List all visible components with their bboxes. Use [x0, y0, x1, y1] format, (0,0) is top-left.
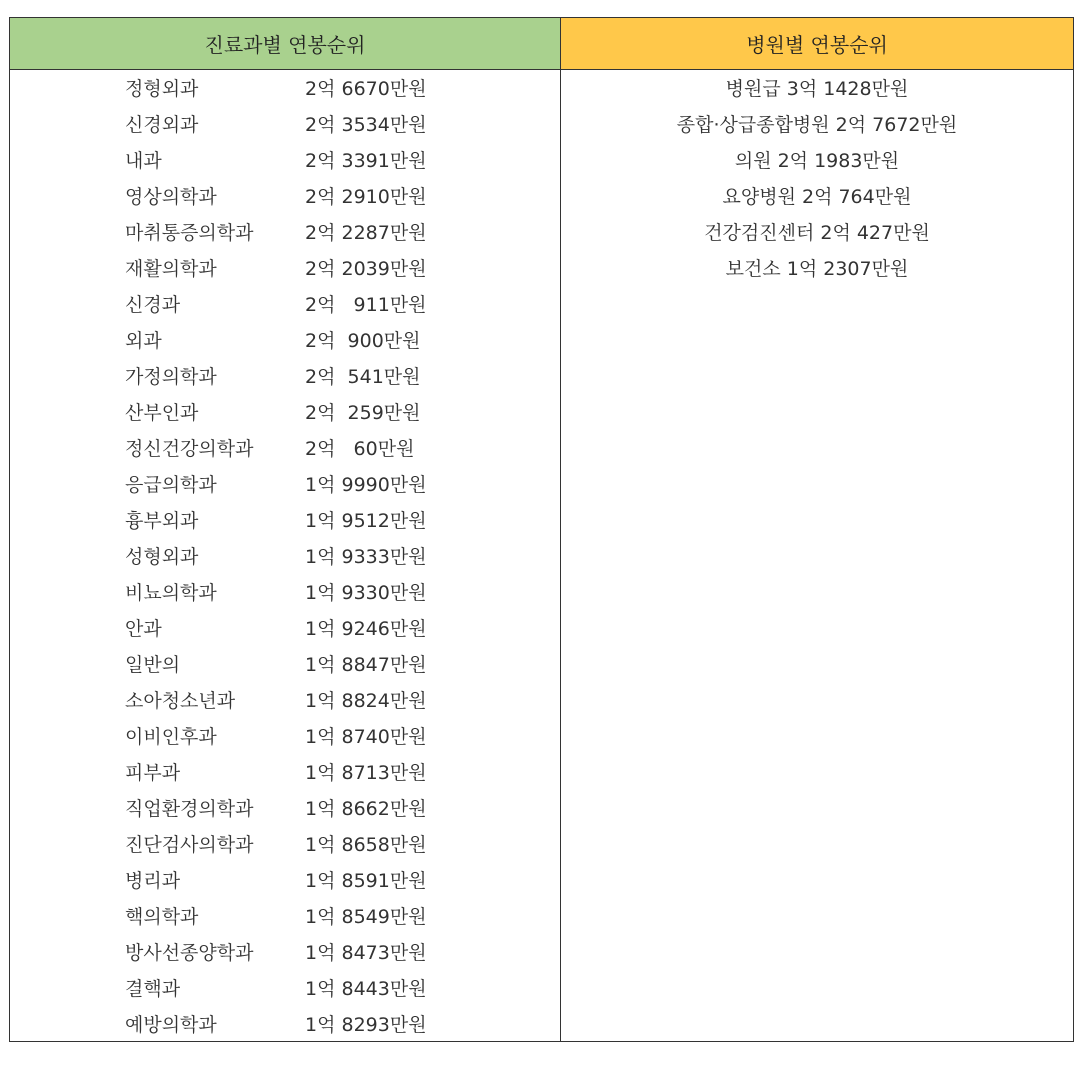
department-salary: 1억 9990만원	[305, 474, 427, 496]
table-row	[10, 142, 1074, 178]
table-row	[10, 178, 1074, 214]
department-salary: 2억 3391만원	[305, 150, 427, 172]
department-cell	[10, 178, 561, 214]
department-cell	[10, 682, 561, 718]
department-name: 응급의학과	[125, 474, 217, 496]
department-name: 흉부외과	[125, 510, 199, 532]
department-cell	[10, 358, 561, 394]
department-name: 일반의	[125, 654, 181, 676]
empty-cell	[561, 826, 1074, 862]
department-salary: 2억 2287만원	[305, 222, 427, 244]
salary-ranking-table	[9, 17, 1074, 1042]
department-entry	[10, 718, 560, 754]
hospital-entry: 종합·상급종합병원 2억 7672만원	[561, 106, 1074, 142]
department-cell	[10, 538, 561, 574]
department-name: 재활의학과	[125, 258, 217, 280]
table-row	[10, 646, 1074, 682]
department-entry	[10, 214, 560, 250]
department-entry	[10, 142, 560, 178]
department-salary: 1억 8713만원	[305, 762, 427, 784]
table-row	[10, 70, 1074, 106]
department-cell	[10, 646, 561, 682]
department-entry	[10, 826, 560, 862]
department-salary: 1억 8591만원	[305, 870, 427, 892]
table-row	[10, 394, 1074, 430]
department-salary: 2억 259만원	[305, 402, 421, 424]
table-row	[10, 466, 1074, 502]
department-name: 비뇨의학과	[125, 582, 217, 604]
department-salary: 1억 8740만원	[305, 726, 427, 748]
department-entry	[10, 610, 560, 646]
department-entry	[10, 502, 560, 538]
department-entry	[10, 394, 560, 430]
department-entry	[10, 934, 560, 970]
table-row	[10, 1006, 1074, 1042]
department-salary: 1억 8443만원	[305, 978, 427, 1000]
department-entry	[10, 466, 560, 502]
department-salary: 2억 3534만원	[305, 114, 427, 136]
department-cell	[10, 970, 561, 1006]
department-salary: 1억 9246만원	[305, 618, 427, 640]
department-cell	[10, 790, 561, 826]
department-salary: 1억 8293만원	[305, 1013, 427, 1036]
department-name: 내과	[125, 150, 162, 172]
department-entry	[10, 286, 560, 322]
empty-cell	[561, 322, 1074, 358]
empty-cell	[561, 358, 1074, 394]
empty-cell	[561, 898, 1074, 934]
table-row	[10, 826, 1074, 862]
empty-cell	[561, 970, 1074, 1006]
department-salary: 1억 9333만원	[305, 546, 427, 568]
department-salary: 2억 541만원	[305, 366, 421, 388]
department-cell	[10, 394, 561, 430]
table-row	[10, 430, 1074, 466]
header-row	[10, 18, 1074, 70]
department-cell	[10, 898, 561, 934]
department-salary: 2억 2910만원	[305, 186, 427, 208]
department-cell	[10, 754, 561, 790]
department-salary: 2억 6670만원	[305, 78, 427, 101]
department-cell	[10, 718, 561, 754]
department-name: 핵의학과	[125, 906, 199, 928]
empty-cell	[561, 646, 1074, 682]
empty-cell	[561, 466, 1074, 502]
department-name: 예방의학과	[125, 1013, 217, 1036]
table-row	[10, 106, 1074, 142]
department-name: 영상의학과	[125, 186, 217, 208]
department-salary: 2억 60만원	[305, 438, 415, 460]
department-salary: 1억 9330만원	[305, 582, 427, 604]
table-row	[10, 286, 1074, 322]
department-name: 외과	[125, 330, 162, 352]
hospital-ranking-header: 병원별 연봉순위	[561, 18, 1074, 70]
empty-cell	[561, 502, 1074, 538]
department-entry	[10, 646, 560, 682]
table-row	[10, 214, 1074, 250]
department-name: 직업환경의학과	[125, 798, 254, 820]
department-salary: 2억 911만원	[305, 294, 427, 316]
department-salary: 1억 8847만원	[305, 654, 427, 676]
department-entry	[10, 250, 560, 286]
department-entry	[10, 322, 560, 358]
department-entry	[10, 70, 560, 106]
table-row	[10, 250, 1074, 286]
department-entry	[10, 430, 560, 466]
department-cell	[10, 322, 561, 358]
department-salary: 1억 9512만원	[305, 510, 427, 532]
table-row	[10, 502, 1074, 538]
empty-cell	[561, 718, 1074, 754]
hospital-entry: 건강검진센터 2억 427만원	[561, 214, 1074, 250]
department-name: 정신건강의학과	[125, 438, 254, 460]
department-cell	[10, 70, 561, 106]
department-cell	[10, 610, 561, 646]
empty-cell	[561, 754, 1074, 790]
department-name: 결핵과	[125, 978, 181, 1000]
table-row	[10, 934, 1074, 970]
empty-cell	[561, 682, 1074, 718]
empty-cell	[561, 790, 1074, 826]
department-salary: 1억 8549만원	[305, 906, 427, 928]
department-name: 가정의학과	[125, 366, 217, 388]
empty-cell	[561, 538, 1074, 574]
department-ranking-header: 진료과별 연봉순위	[10, 18, 561, 70]
table-row	[10, 790, 1074, 826]
table-row	[10, 610, 1074, 646]
department-entry	[10, 682, 560, 718]
department-entry	[10, 862, 560, 898]
department-name: 산부인과	[125, 402, 199, 424]
empty-cell	[561, 394, 1074, 430]
hospital-entry: 병원급 3억 1428만원	[561, 70, 1074, 106]
department-name: 마취통증의학과	[125, 222, 254, 244]
department-cell	[10, 934, 561, 970]
department-salary: 1억 8473만원	[305, 942, 427, 964]
ranking-rows	[10, 70, 1074, 1042]
department-cell	[10, 286, 561, 322]
department-cell	[10, 106, 561, 142]
table-row	[10, 970, 1074, 1006]
department-salary: 2억 900만원	[305, 330, 421, 352]
table-row	[10, 862, 1074, 898]
department-name: 성형외과	[125, 546, 199, 568]
empty-cell	[561, 862, 1074, 898]
department-entry	[10, 1006, 560, 1042]
department-name: 신경외과	[125, 114, 199, 136]
department-salary: 1억 8658만원	[305, 834, 427, 856]
department-entry	[10, 574, 560, 610]
table-row	[10, 538, 1074, 574]
department-entry	[10, 106, 560, 142]
table-row	[10, 358, 1074, 394]
empty-cell	[561, 430, 1074, 466]
department-cell	[10, 214, 561, 250]
department-cell	[10, 142, 561, 178]
department-entry	[10, 898, 560, 934]
department-cell	[10, 250, 561, 286]
department-salary: 1억 8662만원	[305, 798, 427, 820]
table-row	[10, 574, 1074, 610]
empty-cell	[561, 934, 1074, 970]
department-name: 신경과	[125, 294, 181, 316]
empty-cell	[561, 286, 1074, 322]
department-name: 이비인후과	[125, 726, 217, 748]
table-row	[10, 754, 1074, 790]
department-entry	[10, 970, 560, 1006]
department-name: 안과	[125, 618, 162, 640]
table-row	[10, 898, 1074, 934]
department-name: 정형외과	[125, 78, 199, 101]
department-cell	[10, 574, 561, 610]
department-entry	[10, 178, 560, 214]
department-name: 진단검사의학과	[125, 834, 254, 856]
hospital-entry: 보건소 1억 2307만원	[561, 250, 1074, 286]
table-row	[10, 322, 1074, 358]
hospital-entry: 요양병원 2억 764만원	[561, 178, 1074, 214]
table-row	[10, 718, 1074, 754]
table-row	[10, 682, 1074, 718]
department-cell	[10, 502, 561, 538]
department-name: 방사선종양학과	[125, 942, 254, 964]
department-name: 피부과	[125, 762, 181, 784]
department-name: 병리과	[125, 870, 181, 892]
department-cell	[10, 466, 561, 502]
department-cell	[10, 826, 561, 862]
department-entry	[10, 790, 560, 826]
hospital-entry: 의원 2억 1983만원	[561, 142, 1074, 178]
empty-cell	[561, 610, 1074, 646]
department-cell	[10, 430, 561, 466]
department-entry	[10, 754, 560, 790]
department-cell	[10, 862, 561, 898]
department-cell	[10, 1006, 561, 1042]
department-salary: 2억 2039만원	[305, 258, 427, 280]
department-entry	[10, 358, 560, 394]
empty-cell	[561, 1006, 1074, 1042]
department-name: 소아청소년과	[125, 690, 236, 712]
department-salary: 1억 8824만원	[305, 690, 427, 712]
empty-cell	[561, 574, 1074, 610]
department-entry	[10, 538, 560, 574]
